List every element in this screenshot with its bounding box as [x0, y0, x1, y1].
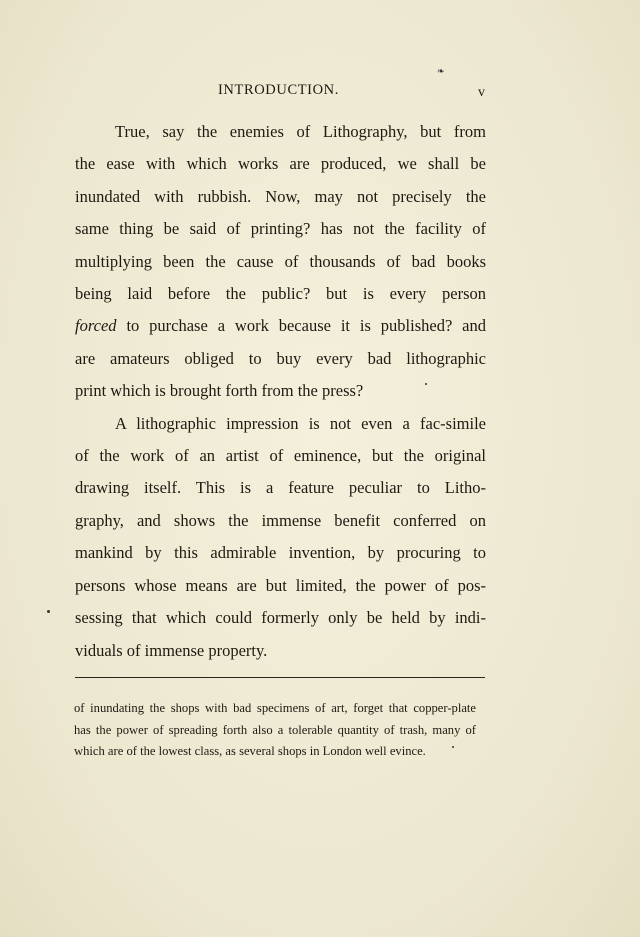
footnote-line: has the power of spreading forth also a tolerable quantity of trash, many of: [74, 722, 476, 737]
text-line: sessing that which could formerly only be held by indi-: [75, 608, 486, 628]
footnote: [74, 698, 476, 763]
text-line: multiplying been the cause of thousands of bad books: [75, 251, 486, 271]
paper-speck: [425, 383, 427, 385]
text-line: mankind by this admirable invention, by procuring to: [75, 543, 486, 563]
text-line: persons whose means are but limited, the power of pos-: [75, 575, 486, 595]
text-line: are amateurs obliged to buy every bad lithographic: [75, 348, 486, 368]
running-head: [0, 82, 640, 102]
text-line: graphy, and shows the immense benefit conferred on: [75, 510, 486, 530]
text-line: being laid before the public? but is every person: [75, 284, 486, 304]
text-line: the ease with which works are produced, we shall be: [75, 154, 486, 174]
paragraph-1: [75, 116, 486, 408]
running-title: INTRODUCTION.: [218, 82, 339, 98]
text-line: same thing be said of printing? has not the facility of: [75, 219, 486, 239]
footnote-rule: [75, 677, 485, 678]
body-text: [75, 116, 486, 667]
text-line: True, say the enemies of Lithography, but from: [115, 122, 486, 141]
text-line: print which is brought forth from the press?: [75, 381, 364, 401]
footnote-line: of inundating the shops with bad specimens of art, forget that copper-plate: [74, 701, 476, 715]
italic-emphasis: forced: [75, 316, 117, 336]
text-line: A lithographic impression is not even a fac-simile: [115, 413, 486, 433]
text-line: viduals of immense property.: [75, 640, 268, 660]
text-run: to purchase a work because it is published? and: [116, 316, 486, 336]
page-number: v: [478, 85, 485, 100]
text-line: drawing itself. This is a feature peculiar to Litho-: [75, 478, 486, 498]
paragraph-2: [75, 408, 486, 667]
paper-speck: [47, 610, 50, 613]
text-line: of the work of an artist of eminence, but the original: [75, 446, 486, 466]
paper-speck: [452, 746, 454, 748]
text-line: [75, 310, 486, 342]
text-line: inundated with rubbish. Now, may not precisely the: [75, 186, 486, 206]
printer-ornament-icon: ❧: [437, 66, 445, 76]
footnote-line: which are of the lowest class, as several shops in London well evince.: [74, 744, 426, 759]
